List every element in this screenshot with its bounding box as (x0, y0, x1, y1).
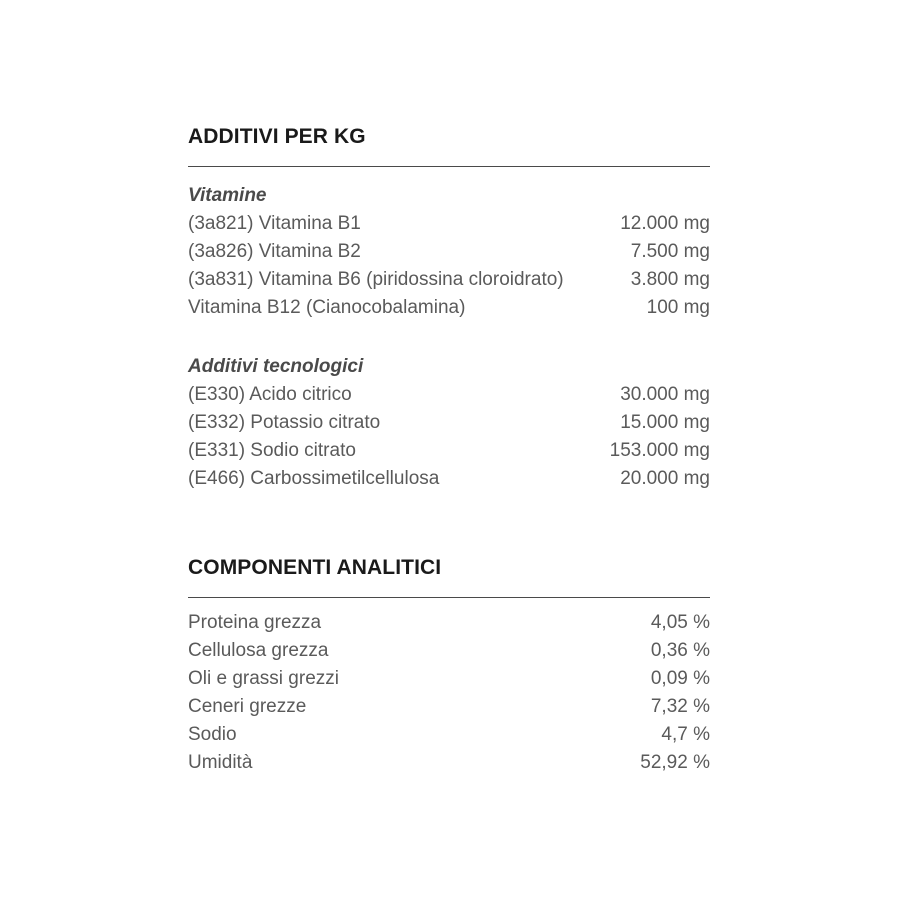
table-row (188, 693, 710, 721)
table-row (188, 721, 710, 749)
additivi-divider (188, 166, 710, 167)
row-name: (E331) Sodio citrato (188, 440, 356, 461)
table-row (188, 210, 710, 238)
vitamine-group (188, 182, 710, 322)
table-row (188, 609, 710, 637)
row-value: 7.500 mg (630, 241, 710, 262)
row-value: 3.800 mg (630, 269, 710, 290)
componenti-title: COMPONENTI ANALITICI (188, 556, 442, 579)
row-name: Ceneri grezze (188, 696, 307, 717)
row-name: (3a831) Vitamina B6 (piridossina cloroidrato) (188, 269, 564, 290)
additivi-title: ADDITIVI PER KG (188, 125, 366, 148)
table-row (188, 409, 710, 437)
table-row (188, 294, 710, 322)
table-row (188, 637, 710, 665)
row-name: (3a826) Vitamina B2 (188, 241, 361, 262)
tecnologici-group (188, 353, 710, 493)
row-value: 4,05 % (650, 612, 710, 633)
table-row (188, 465, 710, 493)
row-value: 153.000 mg (609, 440, 710, 461)
row-value: 100 mg (646, 297, 710, 318)
row-name: Umidità (188, 752, 253, 773)
row-value: 15.000 mg (620, 412, 710, 433)
table-row (188, 238, 710, 266)
row-name: (E332) Potassio citrato (188, 412, 381, 433)
row-name: (E466) Carbossimetilcellulosa (188, 468, 440, 489)
table-row (188, 381, 710, 409)
row-value: 7,32 % (650, 696, 710, 717)
table-row (188, 266, 710, 294)
row-value: 20.000 mg (620, 468, 710, 489)
row-name: Cellulosa grezza (188, 640, 329, 661)
table-row (188, 437, 710, 465)
componenti-divider (188, 597, 710, 598)
row-name: Proteina grezza (188, 612, 322, 633)
table-row (188, 665, 710, 693)
table-row (188, 749, 710, 777)
tecnologici-heading: Additivi tecnologici (188, 356, 364, 377)
row-value: 12.000 mg (620, 213, 710, 234)
vitamine-heading: Vitamine (188, 185, 267, 206)
componenti-group (188, 609, 710, 777)
row-name: Oli e grassi grezzi (188, 668, 339, 689)
row-name: (E330) Acido citrico (188, 384, 352, 405)
row-value: 30.000 mg (620, 384, 710, 405)
row-name: Sodio (188, 724, 237, 745)
row-value: 4,7 % (661, 724, 710, 745)
row-value: 0,09 % (650, 668, 710, 689)
row-value: 52,92 % (640, 752, 710, 773)
row-value: 0,36 % (650, 640, 710, 661)
row-name: (3a821) Vitamina B1 (188, 213, 361, 234)
row-name: Vitamina B12 (Cianocobalamina) (188, 297, 466, 318)
